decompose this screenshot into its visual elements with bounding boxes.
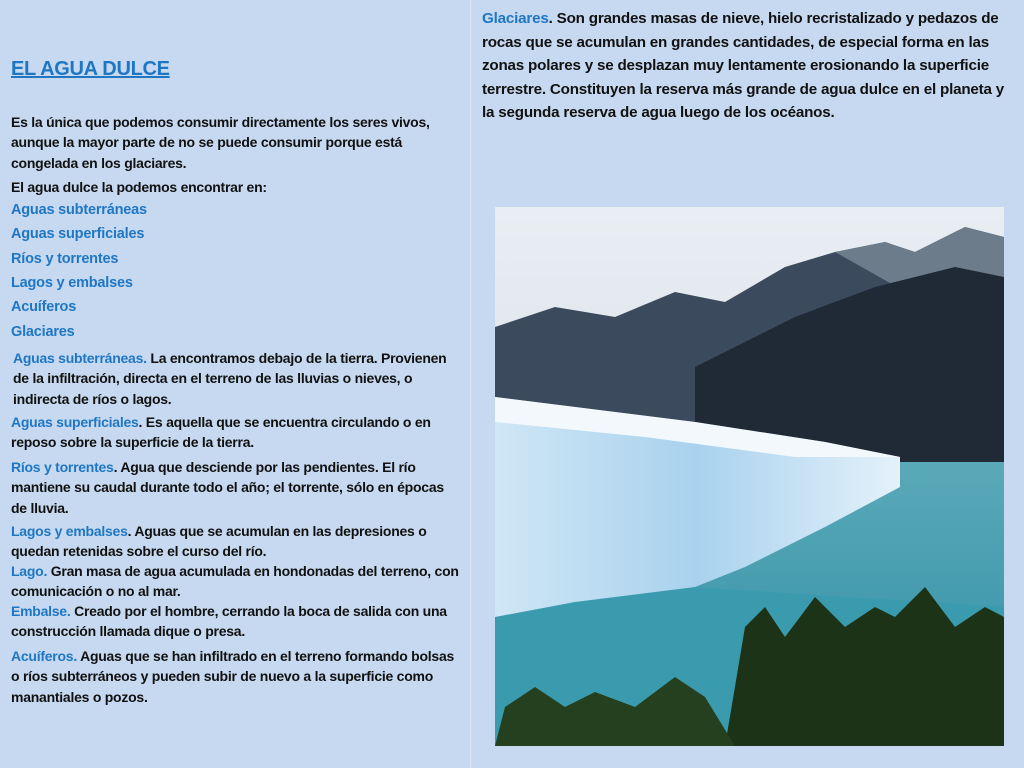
intro-paragraph: Es la única que podemos consumir directamente los seres vivos, aunque la mayor parte de no se puede consumir porque está congelada en los glaciares. <box>11 114 430 171</box>
definition-text: . Aguas que se acumulan en las depresiones o quedan retenidas sobre el curso del río. <box>11 523 427 560</box>
definition-paragraph <box>11 521 463 562</box>
glacier-photo <box>495 207 1004 746</box>
definition-text: Creado por el hombre, cerrando la boca de salida con una construcción llamada dique o presa. <box>11 603 447 640</box>
definition-paragraph <box>11 412 463 453</box>
list-item: Ríos y torrentes <box>11 251 119 267</box>
list-item: Aguas subterráneas <box>11 202 147 218</box>
definition-term: Embalse. <box>11 603 71 619</box>
definition-term: Lagos y embalses <box>11 523 128 539</box>
definition-paragraph <box>11 646 463 707</box>
definition-text: . Son grandes masas de nieve, hielo recristalizado y pedazos de rocas que se acumulan en grandes cantidades, de especial forma en las zonas polares y se desplazan muy lentamente erosionando la superficie terrestre. Constituyen la reserva más grande de agua dulce en el planeta y la segunda reserva de agua luego de los océanos. <box>482 10 1005 121</box>
list-item: Lagos y embalses <box>11 275 133 291</box>
definition-term: Aguas subterráneas. <box>13 350 147 366</box>
list-item: Aguas superficiales <box>11 226 145 242</box>
definition-term: Aguas superficiales <box>11 414 139 430</box>
definition-text: Gran masa de agua acumulada en hondonadas del terreno, con comunicación o no al mar. <box>11 563 459 600</box>
definition-term: Ríos y torrentes <box>11 459 114 475</box>
found-in-label: El agua dulce la podemos encontrar en: <box>11 179 267 195</box>
definition-text: Aguas que se han infiltrado en el terreno formando bolsas o ríos subterráneos y pueden subir de nuevo a la superficie como manantiales o pozos. <box>11 648 455 705</box>
glaciares-paragraph <box>482 7 1018 125</box>
definition-paragraph <box>13 348 465 409</box>
definition-term: Acuíferos. <box>11 648 77 664</box>
definition-paragraph <box>11 561 463 602</box>
list-item: Glaciares <box>11 324 75 340</box>
list-item: Acuíferos <box>11 299 77 315</box>
page-title: EL AGUA DULCE <box>11 58 170 80</box>
column-divider <box>470 0 471 768</box>
definition-paragraph <box>11 457 463 518</box>
definition-term: Lago. <box>11 563 48 579</box>
definition-text: . Es aquella que se encuentra circulando o en reposo sobre la superficie de la tierra. <box>11 414 431 451</box>
definition-text: . Agua que desciende por las pendientes. El río mantiene su caudal durante todo el año; el torrente, sólo en épocas de lluvia. <box>11 459 444 516</box>
definition-term: Glaciares <box>482 10 549 27</box>
definition-text: La encontramos debajo de la tierra. Provienen de la infiltración, directa en el terreno de las lluvias o nieves, o indirecta de ríos o lagos. <box>13 350 447 407</box>
definition-paragraph <box>11 601 463 642</box>
